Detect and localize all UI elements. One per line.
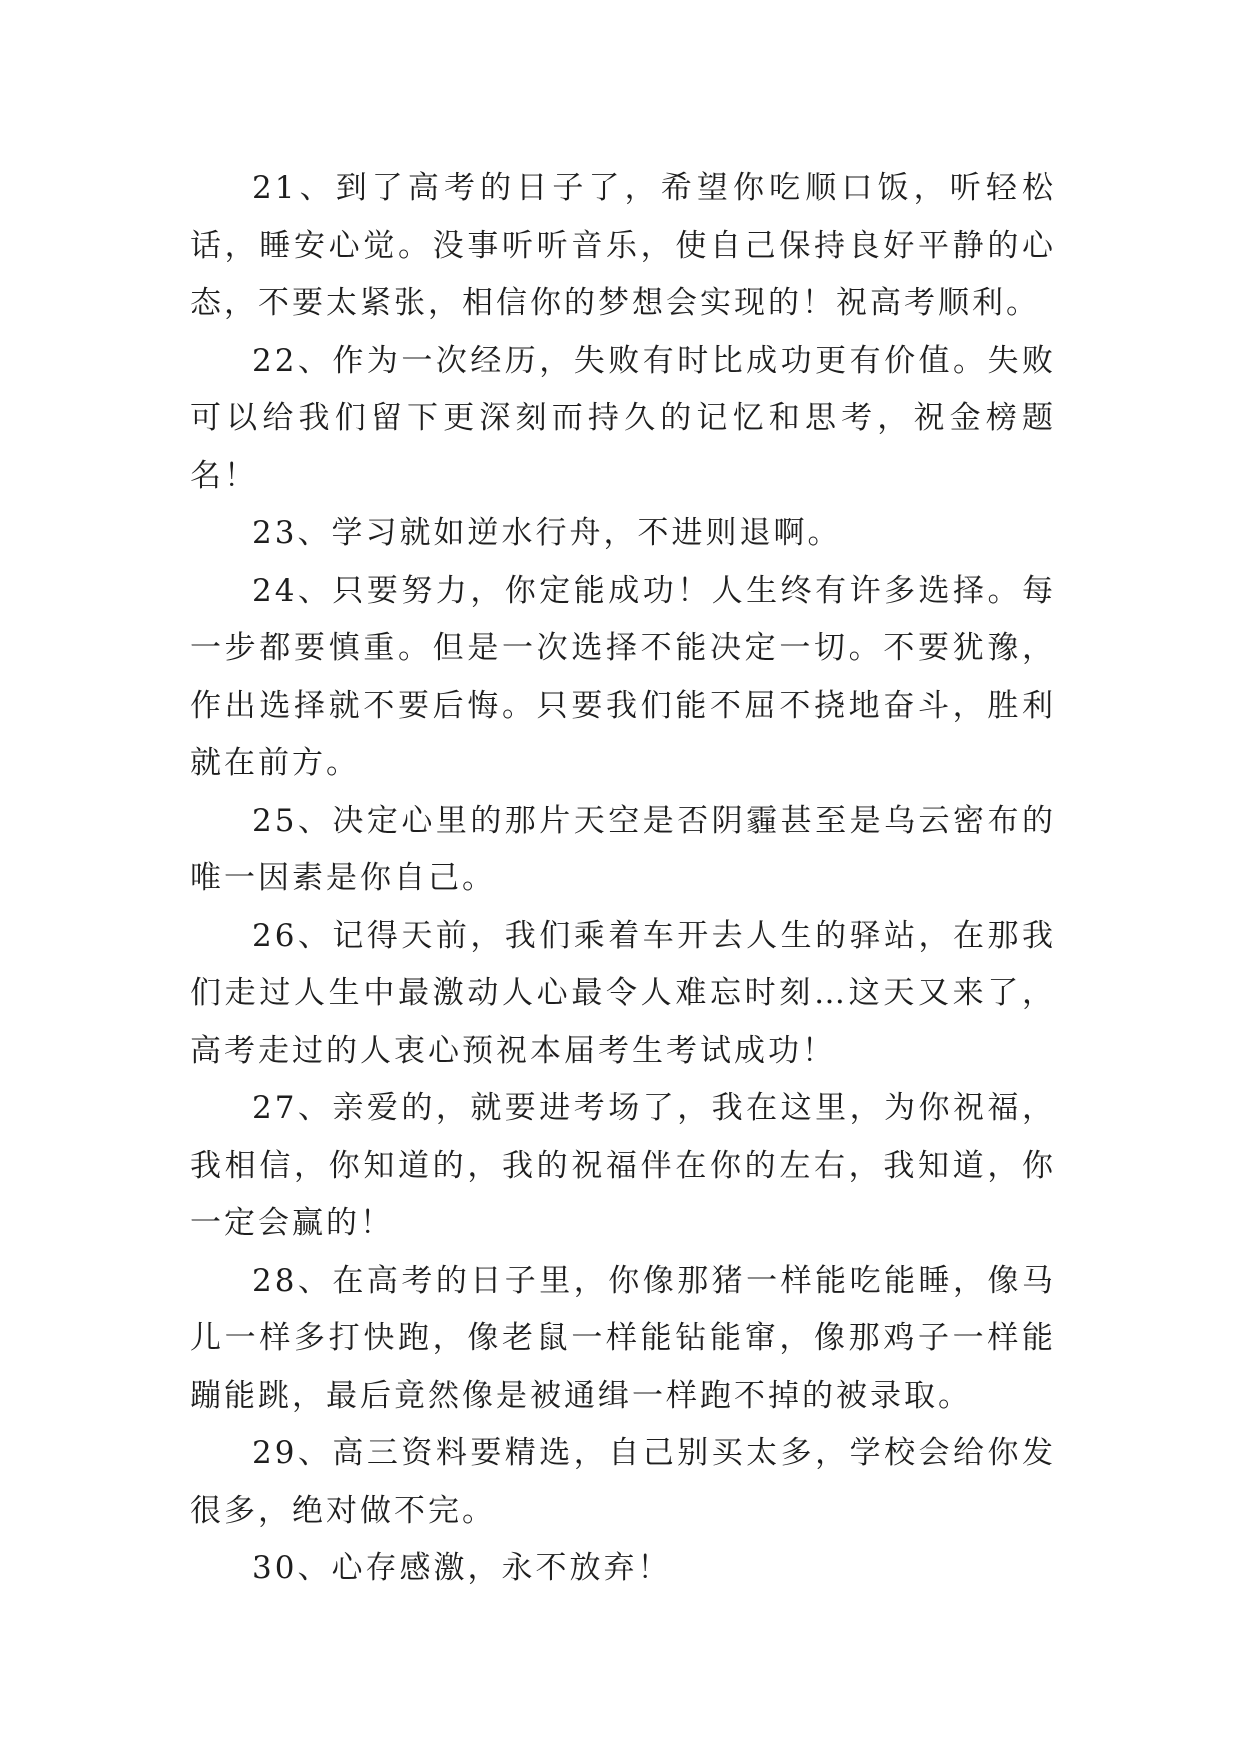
paragraph-23: 23、学习就如逆水行舟，不进则退啊。 bbox=[252, 515, 842, 551]
document-body bbox=[190, 160, 1056, 1598]
paragraph-26: 26、记得天前，我们乘着车开去人生的驿站，在那我们走过人生中最激动人心最令人难忘时刻…这天又来了，高考走过的人衷心预祝本届考生考试成功！ bbox=[190, 917, 1056, 1069]
paragraph-24: 24、只要努力，你定能成功！人生终有许多选择。每一步都要慎重。但是一次选择不能决定一切。不要犹豫，作出选择就不要后悔。只要我们能不屈不挠地奋斗，胜利就在前方。 bbox=[190, 572, 1056, 781]
paragraph-29: 29、高三资料要精选，自己别买太多，学校会给你发很多，绝对做不完。 bbox=[190, 1435, 1056, 1529]
paragraph-21: 21、到了高考的日子了，希望你吃顺口饭，听轻松话，睡安心觉。没事听听音乐，使自己保持良好平静的心态，不要太紧张，相信你的梦想会实现的！祝高考顺利。 bbox=[190, 170, 1056, 321]
paragraph-22: 22、作为一次经历，失败有时比成功更有价值。失败可以给我们留下更深刻而持久的记忆和思考，祝金榜题名！ bbox=[190, 342, 1056, 494]
paragraph-30: 30、心存感激，永不放弃！ bbox=[252, 1550, 672, 1586]
paragraph-25: 25、决定心里的那片天空是否阴霾甚至是乌云密布的唯一因素是你自己。 bbox=[190, 802, 1056, 896]
paragraph-27: 27、亲爱的，就要进考场了，我在这里，为你祝福，我相信，你知道的，我的祝福伴在你的左右，我知道，你一定会赢的！ bbox=[190, 1090, 1056, 1241]
paragraph-28: 28、在高考的日子里，你像那猪一样能吃能睡，像马儿一样多打快跑，像老鼠一样能钻能窜，像那鸡子一样能蹦能跳，最后竟然像是被通缉一样跑不掉的被录取。 bbox=[190, 1262, 1056, 1414]
